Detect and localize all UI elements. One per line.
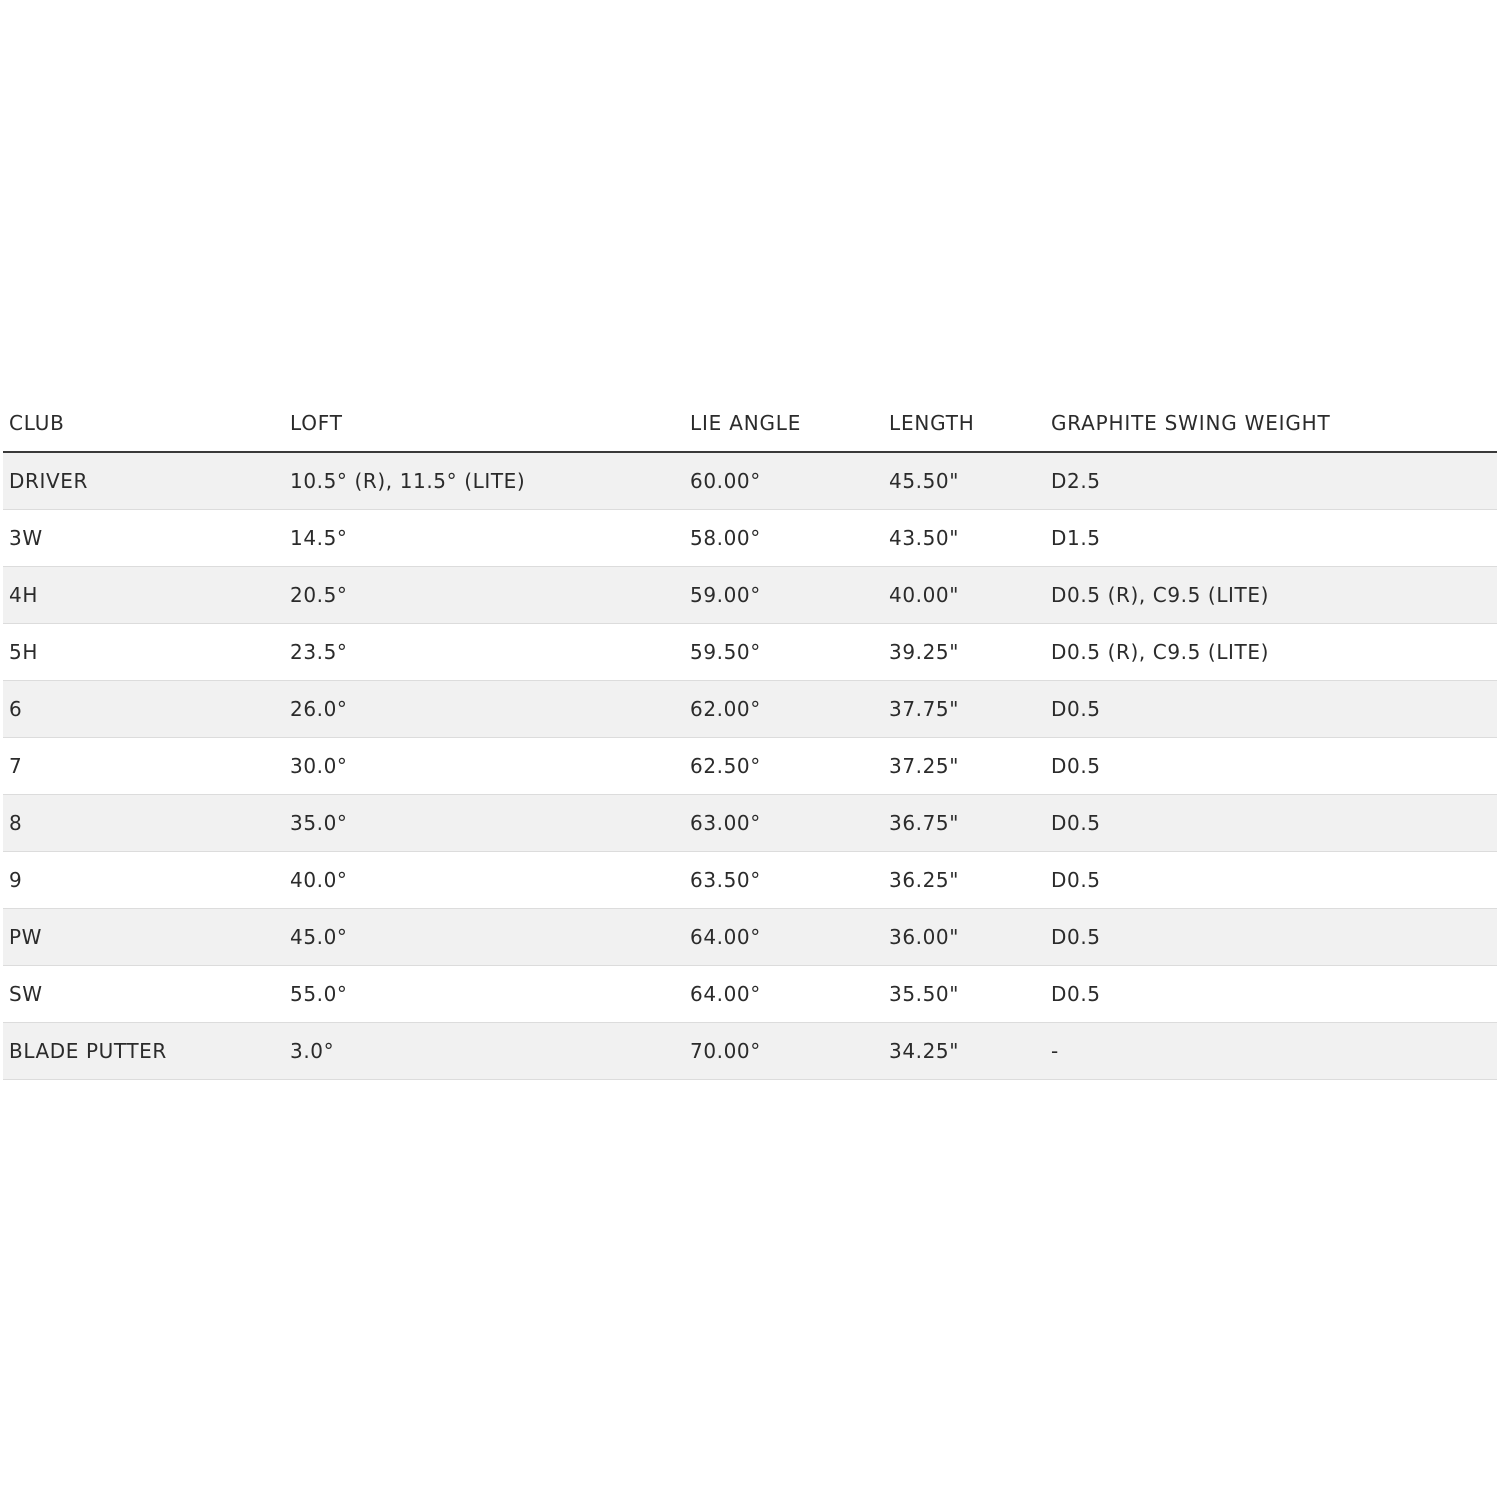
cell-loft: 26.0° <box>290 697 348 721</box>
cell-lie-angle: 64.00° <box>690 925 761 949</box>
cell-lie-angle: 70.00° <box>690 1039 761 1063</box>
table-row <box>3 909 1497 966</box>
cell-loft: 10.5° (R), 11.5° (LITE) <box>290 469 526 493</box>
cell-swing-weight: D0.5 <box>1051 754 1101 778</box>
cell-lie-angle: 62.00° <box>690 697 761 721</box>
cell-club: 3W <box>9 526 43 550</box>
cell-club: 6 <box>9 697 23 721</box>
cell-loft: 3.0° <box>290 1039 335 1063</box>
cell-length: 36.25" <box>889 868 960 892</box>
table-row <box>3 966 1497 1023</box>
table-row <box>3 738 1497 795</box>
cell-club: PW <box>9 925 43 949</box>
cell-club: BLADE PUTTER <box>9 1039 167 1063</box>
cell-loft: 40.0° <box>290 868 348 892</box>
cell-length: 34.25" <box>889 1039 960 1063</box>
cell-loft: 55.0° <box>290 982 348 1006</box>
table-row <box>3 681 1497 738</box>
header-lie-angle: LIE ANGLE <box>690 411 802 435</box>
cell-lie-angle: 63.50° <box>690 868 761 892</box>
cell-club: 9 <box>9 868 23 892</box>
cell-swing-weight: D0.5 (R), C9.5 (LITE) <box>1051 640 1270 664</box>
cell-length: 37.75" <box>889 697 960 721</box>
cell-swing-weight: D2.5 <box>1051 469 1101 493</box>
cell-swing-weight: D0.5 <box>1051 982 1101 1006</box>
cell-club: 5H <box>9 640 38 664</box>
header-loft: LOFT <box>290 411 343 435</box>
header-club: CLUB <box>9 411 65 435</box>
cell-swing-weight: - <box>1051 1039 1059 1063</box>
cell-length: 36.75" <box>889 811 960 835</box>
cell-club: 4H <box>9 583 38 607</box>
club-spec-table <box>3 395 1497 1080</box>
cell-length: 36.00" <box>889 925 960 949</box>
table-row <box>3 795 1497 852</box>
cell-swing-weight: D0.5 <box>1051 868 1101 892</box>
cell-length: 40.00" <box>889 583 960 607</box>
cell-length: 45.50" <box>889 469 960 493</box>
cell-loft: 14.5° <box>290 526 348 550</box>
cell-swing-weight: D0.5 <box>1051 811 1101 835</box>
cell-length: 43.50" <box>889 526 960 550</box>
cell-swing-weight: D0.5 <box>1051 925 1101 949</box>
cell-swing-weight: D1.5 <box>1051 526 1101 550</box>
cell-club: 7 <box>9 754 23 778</box>
cell-lie-angle: 62.50° <box>690 754 761 778</box>
cell-club: DRIVER <box>9 469 89 493</box>
cell-length: 39.25" <box>889 640 960 664</box>
header-length: LENGTH <box>889 411 975 435</box>
table-row <box>3 1023 1497 1080</box>
cell-club: SW <box>9 982 43 1006</box>
cell-loft: 35.0° <box>290 811 348 835</box>
cell-length: 37.25" <box>889 754 960 778</box>
cell-lie-angle: 60.00° <box>690 469 761 493</box>
table-row <box>3 852 1497 909</box>
cell-loft: 23.5° <box>290 640 348 664</box>
table-row <box>3 453 1497 510</box>
cell-loft: 30.0° <box>290 754 348 778</box>
header-swing-weight: GRAPHITE SWING WEIGHT <box>1051 411 1331 435</box>
table-row <box>3 567 1497 624</box>
cell-lie-angle: 59.00° <box>690 583 761 607</box>
cell-swing-weight: D0.5 <box>1051 697 1101 721</box>
table-row <box>3 510 1497 567</box>
cell-lie-angle: 58.00° <box>690 526 761 550</box>
cell-loft: 45.0° <box>290 925 348 949</box>
cell-loft: 20.5° <box>290 583 348 607</box>
cell-lie-angle: 64.00° <box>690 982 761 1006</box>
cell-lie-angle: 59.50° <box>690 640 761 664</box>
cell-swing-weight: D0.5 (R), C9.5 (LITE) <box>1051 583 1270 607</box>
table-row <box>3 624 1497 681</box>
cell-lie-angle: 63.00° <box>690 811 761 835</box>
table-header-row <box>3 395 1497 453</box>
cell-club: 8 <box>9 811 23 835</box>
cell-length: 35.50" <box>889 982 960 1006</box>
